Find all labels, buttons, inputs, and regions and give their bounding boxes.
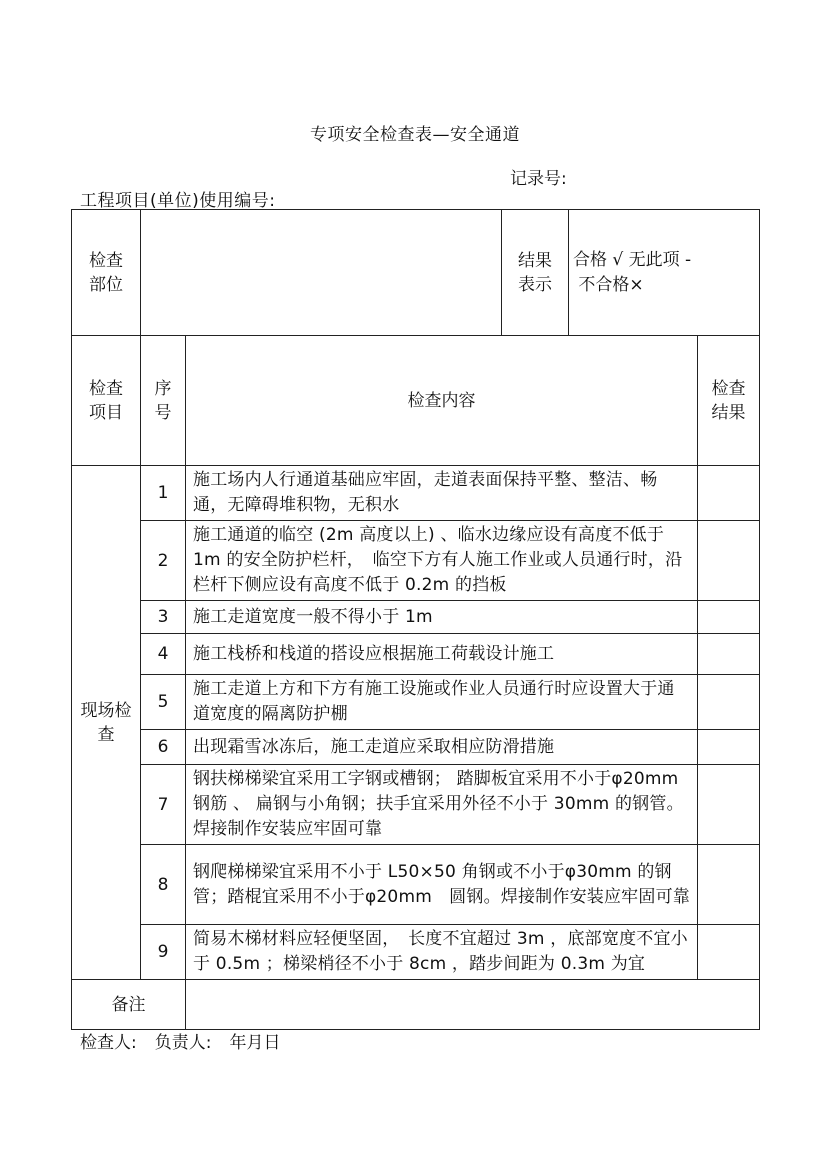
table-row — [72, 925, 760, 980]
row-content: 施工走道上方和下方有施工设施或作业人员通行时应设置大于通道宽度的隔离防护棚 — [186, 675, 698, 730]
row-content: 简易木梯材料应轻便坚固， 长度不宜超过 3m ，底部宽度不宜小于 0.5m ；梯梁梢径不小于 8cm ，踏步间距为 0.3m 为宜 — [186, 925, 698, 980]
row-seq: 6 — [141, 730, 186, 765]
column-seq-header: 序号 — [141, 336, 186, 466]
row-content: 钢扶梯梯梁宜采用工字钢或槽钢； 踏脚板宜采用不小于φ20mm 钢筋 、 扁钢与小角钢；扶手宜采用外径不小于 30mm 的钢管。焊接制作安装应牢固可靠 — [186, 765, 698, 845]
row-seq: 3 — [141, 601, 186, 634]
row-content: 钢爬梯梯梁宜采用不小于 L50×50 角钢或不小于φ30mm 的钢管；踏棍宜采用不小于φ20mm 圆钢。焊接制作安装应牢固可靠 — [186, 845, 698, 925]
table-row — [72, 765, 760, 845]
row-content: 出现霜雪冰冻后，施工走道应采取相应防滑措施 — [186, 730, 698, 765]
inspector-label: 检查人: — [80, 1033, 137, 1053]
row-result — [698, 925, 760, 980]
row-content: 施工栈桥和栈道的搭设应根据施工荷载设计施工 — [186, 634, 698, 675]
project-number-label: 工程项目(单位)使用编号: — [80, 191, 276, 211]
row-seq: 2 — [141, 521, 186, 601]
location-label: 检查部位 — [72, 210, 141, 336]
table-row — [72, 466, 760, 521]
row-seq: 9 — [141, 925, 186, 980]
row-result — [698, 675, 760, 730]
table-row — [72, 601, 760, 634]
table-row — [72, 521, 760, 601]
column-content-header: 检查内容 — [186, 336, 698, 466]
column-result-header: 检查结果 — [698, 336, 760, 466]
row-content: 施工通道的临空 (2m 高度以上) 、临水边缘应设有高度不低于 1m 的安全防护栏杆， 临空下方有人施工作业或人员通行时，沿栏杆下侧应设有高度不低于 0.2m 的挡板 — [186, 521, 698, 601]
footer-signatures — [80, 1028, 298, 1053]
result-label: 结果表示 — [502, 210, 569, 336]
row-result — [698, 601, 760, 634]
table-row — [72, 730, 760, 765]
row-result — [698, 845, 760, 925]
row-seq: 5 — [141, 675, 186, 730]
column-header-row — [72, 336, 760, 466]
responsible-label: 负责人: — [154, 1033, 212, 1053]
remarks-value — [186, 980, 760, 1030]
column-item-header: 检查项目 — [72, 336, 141, 466]
result-legend: 合格 √ 无此项 - 不合格× — [569, 210, 760, 336]
document-title: 专项安全检查表—安全通道 — [310, 125, 520, 145]
remarks-row — [72, 980, 760, 1030]
row-result — [698, 466, 760, 521]
inspection-table — [71, 209, 760, 1030]
row-seq: 8 — [141, 845, 186, 925]
section-label: 现场检查 — [72, 466, 141, 980]
table-row — [72, 845, 760, 925]
row-result — [698, 634, 760, 675]
header-row — [72, 210, 760, 336]
row-result — [698, 765, 760, 845]
row-content: 施工场内人行通道基础应牢固，走道表面保持平整、整洁、畅通，无障碍堆积物，无积水 — [186, 466, 698, 521]
row-result — [698, 521, 760, 601]
row-seq: 4 — [141, 634, 186, 675]
table-row — [72, 675, 760, 730]
location-value — [141, 210, 502, 336]
record-number-label: 记录号: — [510, 169, 567, 189]
row-content: 施工走道宽度一般不得小于 1m — [186, 601, 698, 634]
row-result — [698, 730, 760, 765]
date-label: 年月日 — [229, 1033, 281, 1053]
row-seq: 7 — [141, 765, 186, 845]
row-seq: 1 — [141, 466, 186, 521]
table-row — [72, 634, 760, 675]
remarks-label: 备注 — [72, 980, 186, 1030]
